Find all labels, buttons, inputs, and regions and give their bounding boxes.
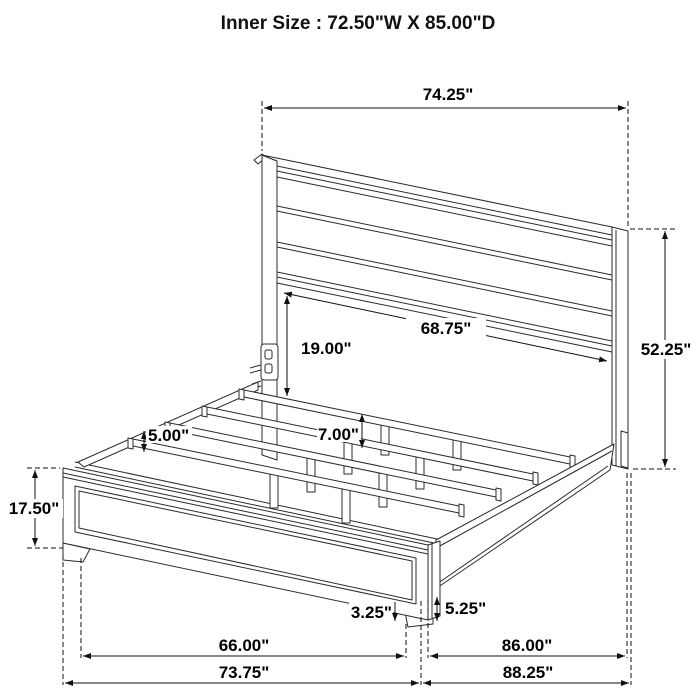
support-leg bbox=[416, 457, 424, 489]
dim-label-headboard-width: 74.25" bbox=[422, 85, 474, 104]
slat-end bbox=[202, 406, 207, 417]
dim-label-slat-rail-gap: 5.00" bbox=[148, 426, 190, 445]
dim-rail-clearance bbox=[437, 597, 486, 621]
dim-footboard-height bbox=[7, 468, 63, 548]
dim-overall-width bbox=[65, 663, 419, 683]
dim-label-side-rail-length: 86.00" bbox=[501, 636, 553, 655]
headboard-left-post bbox=[262, 155, 277, 460]
dim-footboard-leg bbox=[349, 602, 395, 622]
dim-label-overall-width: 73.75" bbox=[218, 663, 270, 682]
dim-headboard-height bbox=[630, 229, 695, 469]
bracket-tab bbox=[250, 370, 261, 373]
dim-side-rail-length bbox=[430, 636, 625, 656]
dim-label-clearance: 19.00" bbox=[301, 339, 352, 358]
bracket-plate bbox=[261, 344, 278, 380]
dim-label-footboard-height: 17.50" bbox=[8, 499, 60, 518]
slat-end bbox=[128, 438, 133, 449]
slat-end bbox=[533, 472, 538, 485]
dim-label-headboard-height: 52.25" bbox=[640, 340, 692, 359]
dim-label-rail-clearance: 5.25" bbox=[445, 599, 487, 618]
dim-label-inner-width: 68.75" bbox=[420, 319, 472, 338]
slat-end bbox=[459, 504, 464, 517]
dim-label-slat-spacing: 7.00" bbox=[317, 425, 359, 444]
support-leg bbox=[270, 474, 278, 508]
right-post-foot bbox=[621, 431, 628, 468]
slat-end bbox=[239, 389, 244, 400]
dim-footboard-inner-width bbox=[83, 636, 404, 656]
headboard bbox=[250, 154, 628, 469]
dim-label-footboard-inner-width: 66.00" bbox=[218, 636, 270, 655]
page-title: Inner Size : 72.50"W X 85.00"D bbox=[220, 13, 496, 34]
dim-label-overall-depth: 88.25" bbox=[502, 663, 554, 682]
dim-overall-depth bbox=[423, 663, 629, 683]
bracket-tab bbox=[250, 365, 261, 368]
support-leg bbox=[342, 489, 350, 523]
support-leg bbox=[344, 442, 352, 474]
dim-headboard-clearance bbox=[287, 296, 352, 396]
dim-label-footboard-leg: 3.25" bbox=[350, 603, 392, 622]
slat-end bbox=[496, 488, 501, 501]
footboard-end-cap bbox=[428, 541, 440, 620]
